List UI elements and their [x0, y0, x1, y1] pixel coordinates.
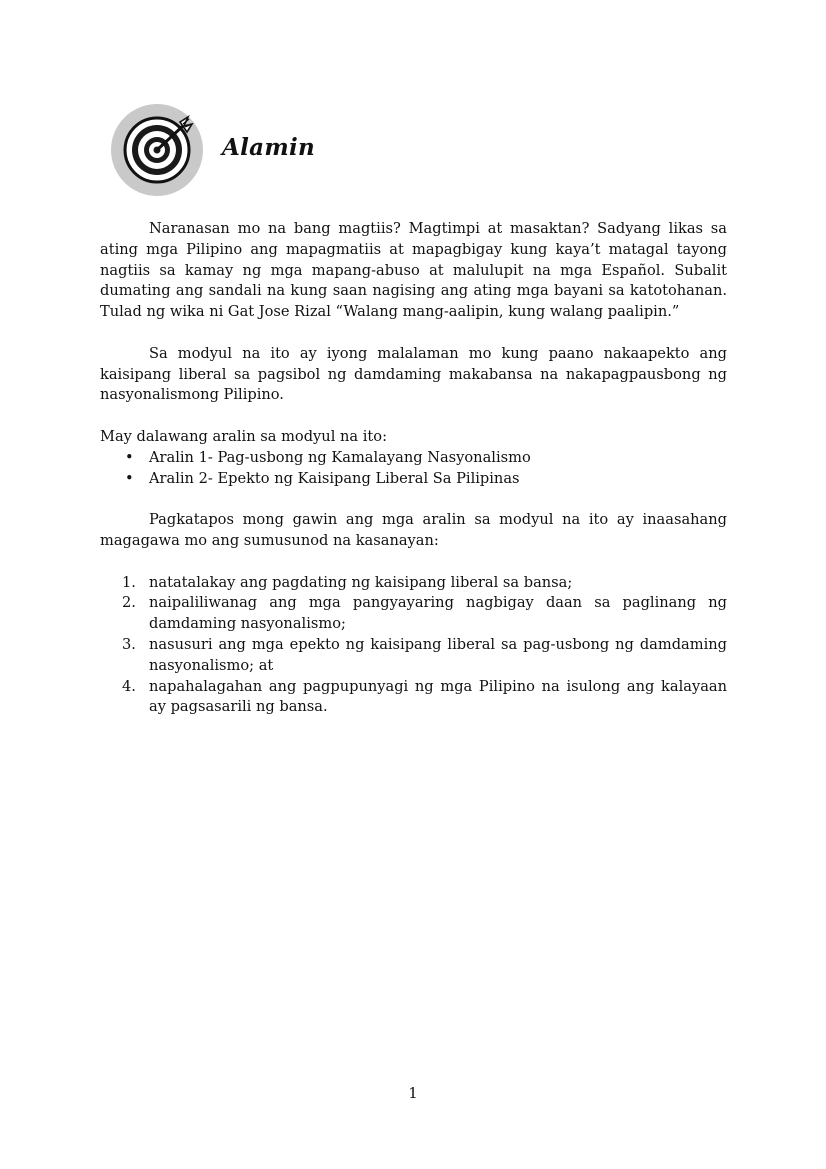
item-number: 1. — [122, 573, 136, 591]
list-item — [100, 573, 727, 594]
objectives-list — [100, 573, 727, 719]
lesson-text: Aralin 1- Pag-usbong ng Kamalayang Nasyonalismo — [149, 448, 531, 466]
bullet-icon: • — [125, 469, 134, 487]
item-number: 2. — [122, 594, 136, 612]
section-title: Alamin — [222, 134, 316, 161]
target-icon — [110, 103, 204, 197]
objective-text: napahalagahan ang pagpupunyagi ng mga Pilipino na isulong ang kalayaan ay pagsasarili ng bansa. — [149, 677, 727, 716]
item-number: 4. — [122, 677, 136, 695]
intro-paragraph-1: Naranasan mo na bang magtiis? Magtimpi at masaktan? Sadyang likas sa ating mga Pilipino ang mapagmatiis at mapagbigay kung kaya’t matagal tayong nagtiis sa kamay ng mga mapang-abuso at malulupit na mga Español. Subalit dumating ang sandali na kung saan nagising ang ating mga bayani sa katotohanan. Tulad ng wika ni Gat Jose Rizal “Walang mang-aalipin, kung walang paalipin.” — [100, 220, 727, 321]
page-number: 1 — [408, 1084, 418, 1102]
list-item — [100, 677, 727, 719]
objective-text: naipaliliwanag ang mga pangyayaring nagbigay daan sa paglinang ng damdaming nasyonalismo; — [149, 594, 727, 633]
lessons-heading: May dalawang aralin sa modyul na ito: — [100, 427, 387, 445]
item-number: 3. — [122, 635, 136, 653]
list-item — [100, 469, 727, 490]
list-item — [100, 635, 727, 677]
objective-text: nasusuri ang mga epekto ng kaisipang liberal sa pag-usbong ng damdaming nasyonalismo; at — [149, 635, 727, 674]
lessons-list — [100, 448, 727, 490]
bullet-icon: • — [125, 448, 134, 466]
lesson-text: Aralin 2- Epekto ng Kaisipang Liberal Sa Pilipinas — [149, 469, 520, 487]
document-body — [100, 219, 727, 718]
objective-text: natatalakay ang pagdating ng kaisipang liberal sa bansa; — [149, 573, 573, 591]
objectives-intro: Pagkatapos mong gawin ang mga aralin sa modyul na ito ay inaasahang magagawa mo ang sumusunod na kasanayan: — [100, 511, 727, 549]
list-item — [100, 448, 727, 469]
intro-paragraph-2: Sa modyul na ito ay iyong malalaman mo kung paano nakaapekto ang kaisipang liberal sa pagsibol ng damdaming makabansa na nakapagpausbong ng nasyonalismong Pilipino. — [100, 344, 727, 404]
list-item — [100, 593, 727, 635]
